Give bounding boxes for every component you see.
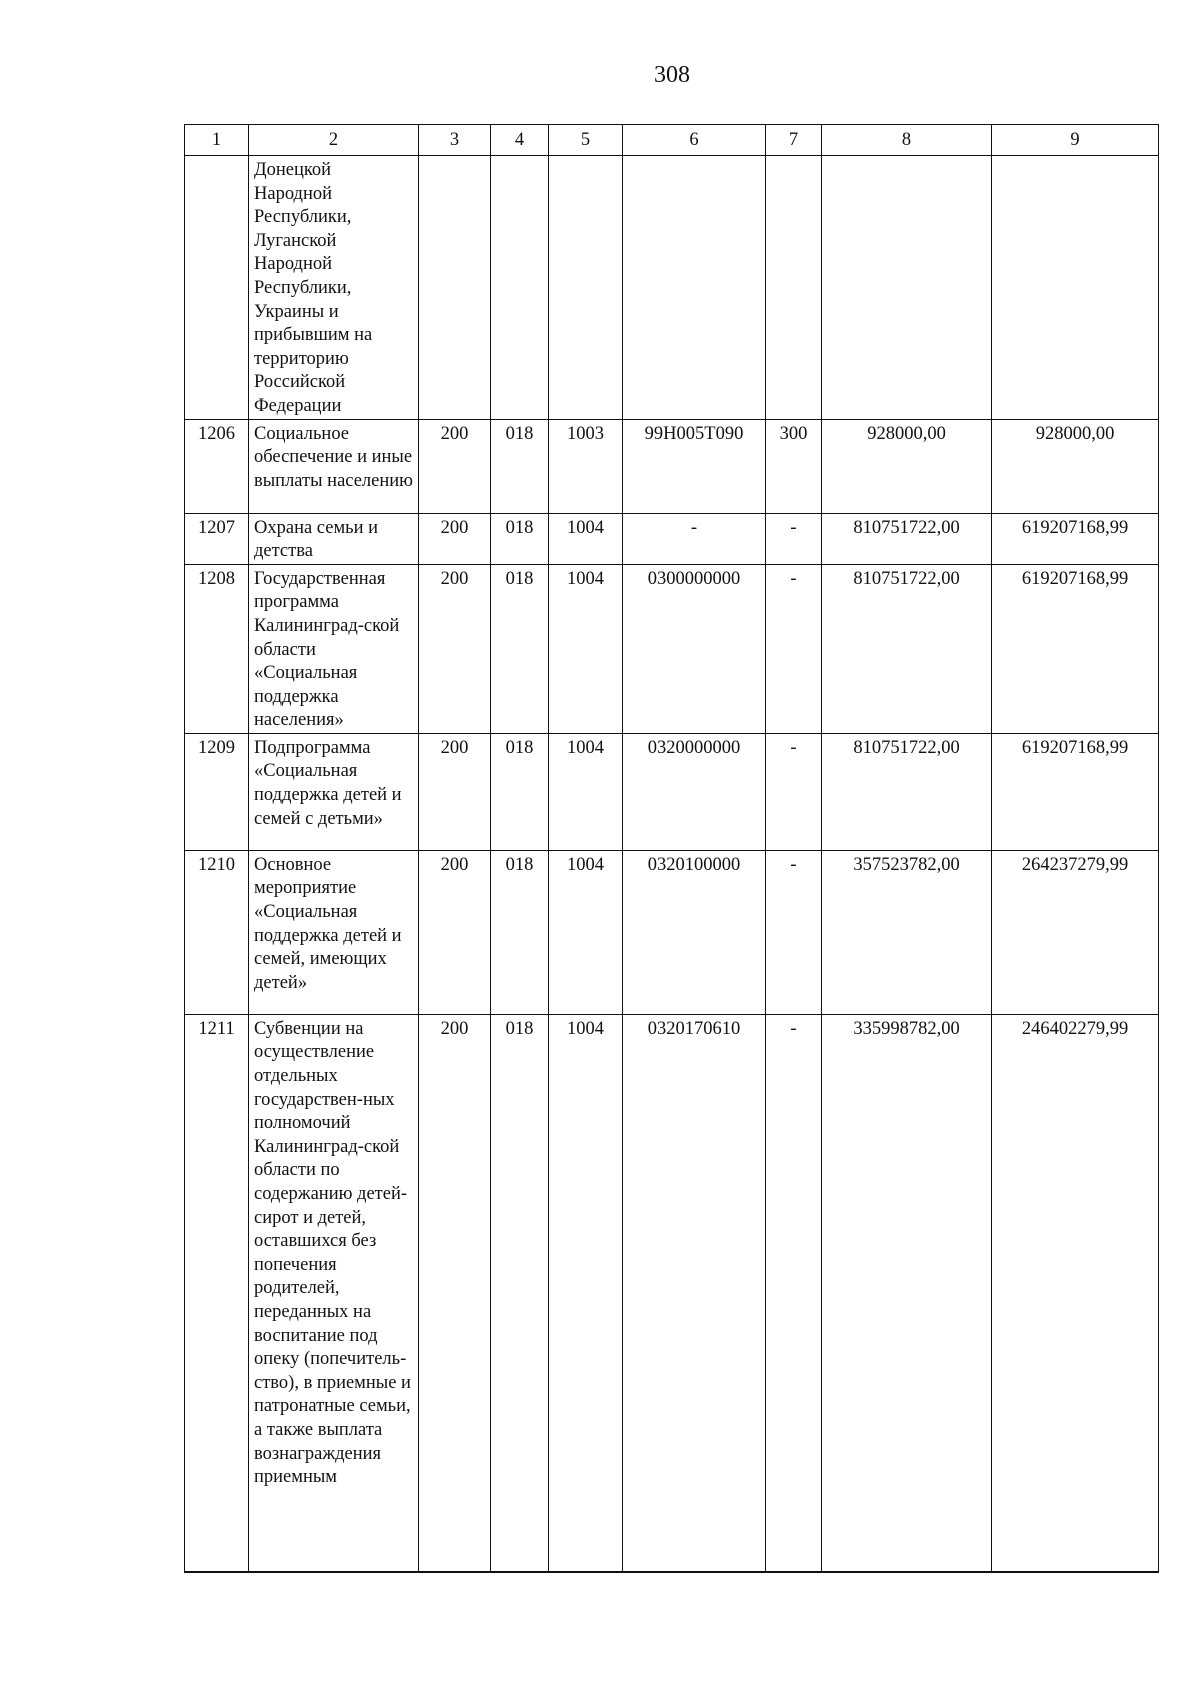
header-row xyxy=(185,125,1159,156)
item-name: Подпрограмма «Социальная поддержка детей и семей с детьми» xyxy=(249,733,419,850)
column-header: 6 xyxy=(623,125,766,156)
cell-7: - xyxy=(766,1014,822,1572)
table-row xyxy=(185,156,1159,420)
budget-table xyxy=(184,124,1159,1573)
cell-7: - xyxy=(766,850,822,1014)
cell-3: 200 xyxy=(419,850,491,1014)
cell-7 xyxy=(766,156,822,420)
cell-6: 0320100000 xyxy=(623,850,766,1014)
cell-9: 928000,00 xyxy=(992,419,1159,513)
cell-4: 018 xyxy=(491,513,549,564)
column-header: 5 xyxy=(549,125,623,156)
cell-3: 200 xyxy=(419,733,491,850)
cell-6: - xyxy=(623,513,766,564)
cell-4: 018 xyxy=(491,733,549,850)
cell-5: 1004 xyxy=(549,564,623,733)
column-header: 2 xyxy=(249,125,419,156)
row-number: 1207 xyxy=(185,513,249,564)
page-number: 308 xyxy=(654,62,690,88)
cell-7: - xyxy=(766,564,822,733)
table-row xyxy=(185,1014,1159,1572)
column-header: 3 xyxy=(419,125,491,156)
cell-9: 619207168,99 xyxy=(992,564,1159,733)
cell-6: 0320170610 xyxy=(623,1014,766,1572)
item-name: Субвенции на осуществление отдельных государствен-ных полномочий Калининград-ской области по содержанию детей-сирот и детей, оставшихся без попечения родителей, переданных на воспитание под опеку (попечитель-ство), в приемные и патронатные семьи, а также выплата вознаграждения приемным xyxy=(249,1014,419,1572)
row-number: 1208 xyxy=(185,564,249,733)
cell-9: 619207168,99 xyxy=(992,513,1159,564)
cell-8: 810751722,00 xyxy=(822,564,992,733)
item-name: Основное мероприятие «Социальная поддержка детей и семей, имеющих детей» xyxy=(249,850,419,1014)
cell-9 xyxy=(992,156,1159,420)
cell-5: 1004 xyxy=(549,1014,623,1572)
column-header: 8 xyxy=(822,125,992,156)
table-row xyxy=(185,419,1159,513)
cell-5: 1004 xyxy=(549,850,623,1014)
item-name: Охрана семьи и детства xyxy=(249,513,419,564)
row-number: 1209 xyxy=(185,733,249,850)
cell-8 xyxy=(822,156,992,420)
cell-4: 018 xyxy=(491,1014,549,1572)
cell-9: 246402279,99 xyxy=(992,1014,1159,1572)
cell-4: 018 xyxy=(491,850,549,1014)
cell-6: 0320000000 xyxy=(623,733,766,850)
cell-5: 1004 xyxy=(549,513,623,564)
table-row xyxy=(185,850,1159,1014)
cell-3: 200 xyxy=(419,419,491,513)
cell-6 xyxy=(623,156,766,420)
cell-8: 357523782,00 xyxy=(822,850,992,1014)
table-row xyxy=(185,564,1159,733)
row-number: 1210 xyxy=(185,850,249,1014)
cell-4: 018 xyxy=(491,564,549,733)
cell-5 xyxy=(549,156,623,420)
cell-3: 200 xyxy=(419,564,491,733)
table-row xyxy=(185,733,1159,850)
column-header: 4 xyxy=(491,125,549,156)
cell-7: 300 xyxy=(766,419,822,513)
cell-6: 0300000000 xyxy=(623,564,766,733)
cell-9: 264237279,99 xyxy=(992,850,1159,1014)
item-name: Государственная программа Калининград-ской области «Социальная поддержка населения» xyxy=(249,564,419,733)
column-header: 9 xyxy=(992,125,1159,156)
cell-8: 810751722,00 xyxy=(822,733,992,850)
cell-8: 928000,00 xyxy=(822,419,992,513)
row-number xyxy=(185,156,249,420)
cell-4: 018 xyxy=(491,419,549,513)
cell-5: 1003 xyxy=(549,419,623,513)
cell-9: 619207168,99 xyxy=(992,733,1159,850)
cell-7: - xyxy=(766,513,822,564)
cell-8: 810751722,00 xyxy=(822,513,992,564)
table-row xyxy=(185,513,1159,564)
column-header: 1 xyxy=(185,125,249,156)
row-number: 1211 xyxy=(185,1014,249,1572)
row-number: 1206 xyxy=(185,419,249,513)
cell-8: 335998782,00 xyxy=(822,1014,992,1572)
cell-6: 99Н005Т090 xyxy=(623,419,766,513)
cell-4 xyxy=(491,156,549,420)
item-name: Социальное обеспечение и иные выплаты населению xyxy=(249,419,419,513)
cell-7: - xyxy=(766,733,822,850)
column-header: 7 xyxy=(766,125,822,156)
item-name: Донецкой Народной Республики, Луганской Народной Республики, Украины и прибывшим на территорию Российской Федерации xyxy=(249,156,419,420)
cell-5: 1004 xyxy=(549,733,623,850)
cell-3 xyxy=(419,156,491,420)
cell-3: 200 xyxy=(419,513,491,564)
cell-3: 200 xyxy=(419,1014,491,1572)
